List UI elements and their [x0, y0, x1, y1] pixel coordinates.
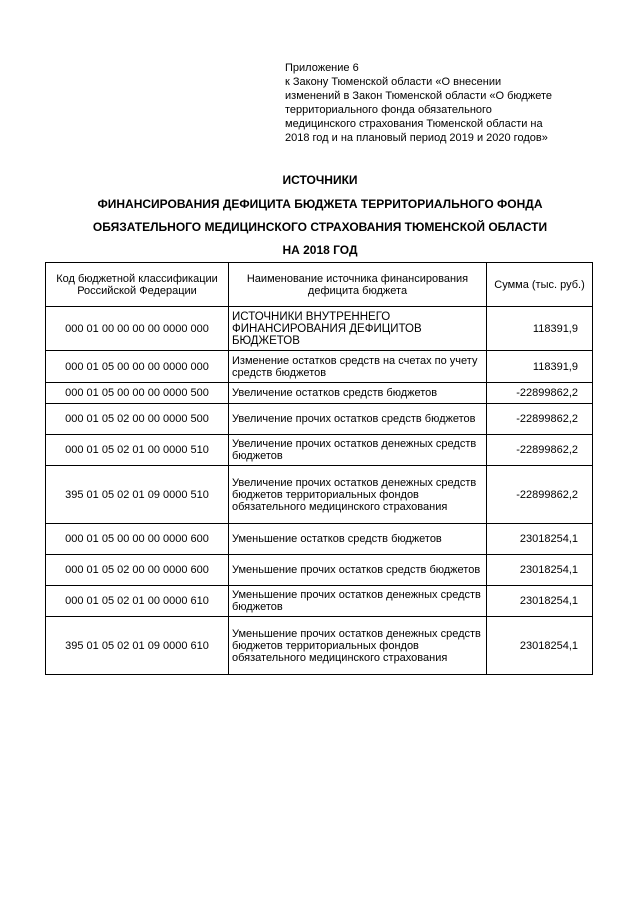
row-code: 000 01 05 02 01 00 0000 510 — [46, 435, 229, 466]
row-sum: -22899862,2 — [487, 435, 593, 466]
table-row — [46, 404, 593, 435]
appendix-line: Приложение 6 — [285, 62, 359, 74]
financing-sources-table — [45, 262, 593, 675]
table-row — [46, 466, 593, 524]
row-name: Увеличение прочих остатков денежных средств бюджетов — [229, 435, 487, 466]
row-code: 000 01 05 02 00 00 0000 600 — [46, 555, 229, 586]
header-name: Наименование источника финансирования дефицита бюджета — [229, 263, 487, 307]
table-row — [46, 383, 593, 404]
row-sum: 23018254,1 — [487, 617, 593, 675]
table-row — [46, 307, 593, 351]
row-name: ИСТОЧНИКИ ВНУТРЕННЕГО ФИНАНСИРОВАНИЯ ДЕФИЦИТОВ БЮДЖЕТОВ — [229, 307, 487, 351]
row-name: Увеличение прочих остатков денежных средств бюджетов территориальных фондов обязательного медицинского страхования — [229, 466, 487, 524]
row-name: Изменение остатков средств на счетах по учету средств бюджетов — [229, 351, 487, 383]
row-sum: 23018254,1 — [487, 555, 593, 586]
row-name: Уменьшение прочих остатков средств бюджетов — [229, 555, 487, 586]
table-row — [46, 617, 593, 675]
row-sum: 118391,9 — [487, 307, 593, 351]
row-name: Уменьшение прочих остатков денежных средств бюджетов — [229, 586, 487, 617]
table-header-row — [46, 263, 593, 307]
appendix-line: к Закону Тюменской области «О внесении — [285, 76, 502, 88]
row-code: 000 01 00 00 00 00 0000 000 — [46, 307, 229, 351]
document-title: ИСТОЧНИКИ — [282, 173, 358, 187]
document-subtitle-line: НА 2018 ГОД — [282, 243, 358, 257]
row-code: 000 01 05 00 00 00 0000 000 — [46, 351, 229, 383]
row-sum: -22899862,2 — [487, 466, 593, 524]
row-code: 000 01 05 02 01 00 0000 610 — [46, 586, 229, 617]
row-sum: -22899862,2 — [487, 404, 593, 435]
row-sum: 23018254,1 — [487, 524, 593, 555]
row-code: 000 01 05 00 00 00 0000 500 — [46, 383, 229, 404]
row-name: Увеличение остатков средств бюджетов — [229, 383, 487, 404]
document-subtitle-line: ОБЯЗАТЕЛЬНОГО МЕДИЦИНСКОГО СТРАХОВАНИЯ ТЮМЕНСКОЙ ОБЛАСТИ — [92, 220, 548, 234]
appendix-line: изменений в Закон Тюменской области «О бюджете — [285, 90, 552, 102]
header-code: Код бюджетной классификации Российской Федерации — [46, 263, 229, 307]
appendix-line: медицинского страхования Тюменской области на — [285, 118, 543, 130]
table-row — [46, 351, 593, 383]
table-row — [46, 524, 593, 555]
row-code: 000 01 05 02 00 00 0000 500 — [46, 404, 229, 435]
row-code: 395 01 05 02 01 09 0000 510 — [46, 466, 229, 524]
row-name: Увеличение прочих остатков средств бюджетов — [229, 404, 487, 435]
document-subtitle-line: ФИНАНСИРОВАНИЯ ДЕФИЦИТА БЮДЖЕТА ТЕРРИТОРИАЛЬНОГО ФОНДА — [97, 197, 543, 211]
row-name: Уменьшение остатков средств бюджетов — [229, 524, 487, 555]
header-sum: Сумма (тыс. руб.) — [487, 263, 593, 307]
row-name: Уменьшение прочих остатков денежных средств бюджетов территориальных фондов обязательного медицинского страхования — [229, 617, 487, 675]
row-sum: -22899862,2 — [487, 383, 593, 404]
row-code: 000 01 05 00 00 00 0000 600 — [46, 524, 229, 555]
table-row — [46, 555, 593, 586]
appendix-line: 2018 год и на плановый период 2019 и 2020 годов» — [285, 132, 548, 144]
row-sum: 23018254,1 — [487, 586, 593, 617]
table-row — [46, 435, 593, 466]
table-row — [46, 586, 593, 617]
row-sum: 118391,9 — [487, 351, 593, 383]
appendix-line: территориального фонда обязательного — [285, 104, 492, 116]
row-code: 395 01 05 02 01 09 0000 610 — [46, 617, 229, 675]
appendix-note — [285, 61, 585, 145]
